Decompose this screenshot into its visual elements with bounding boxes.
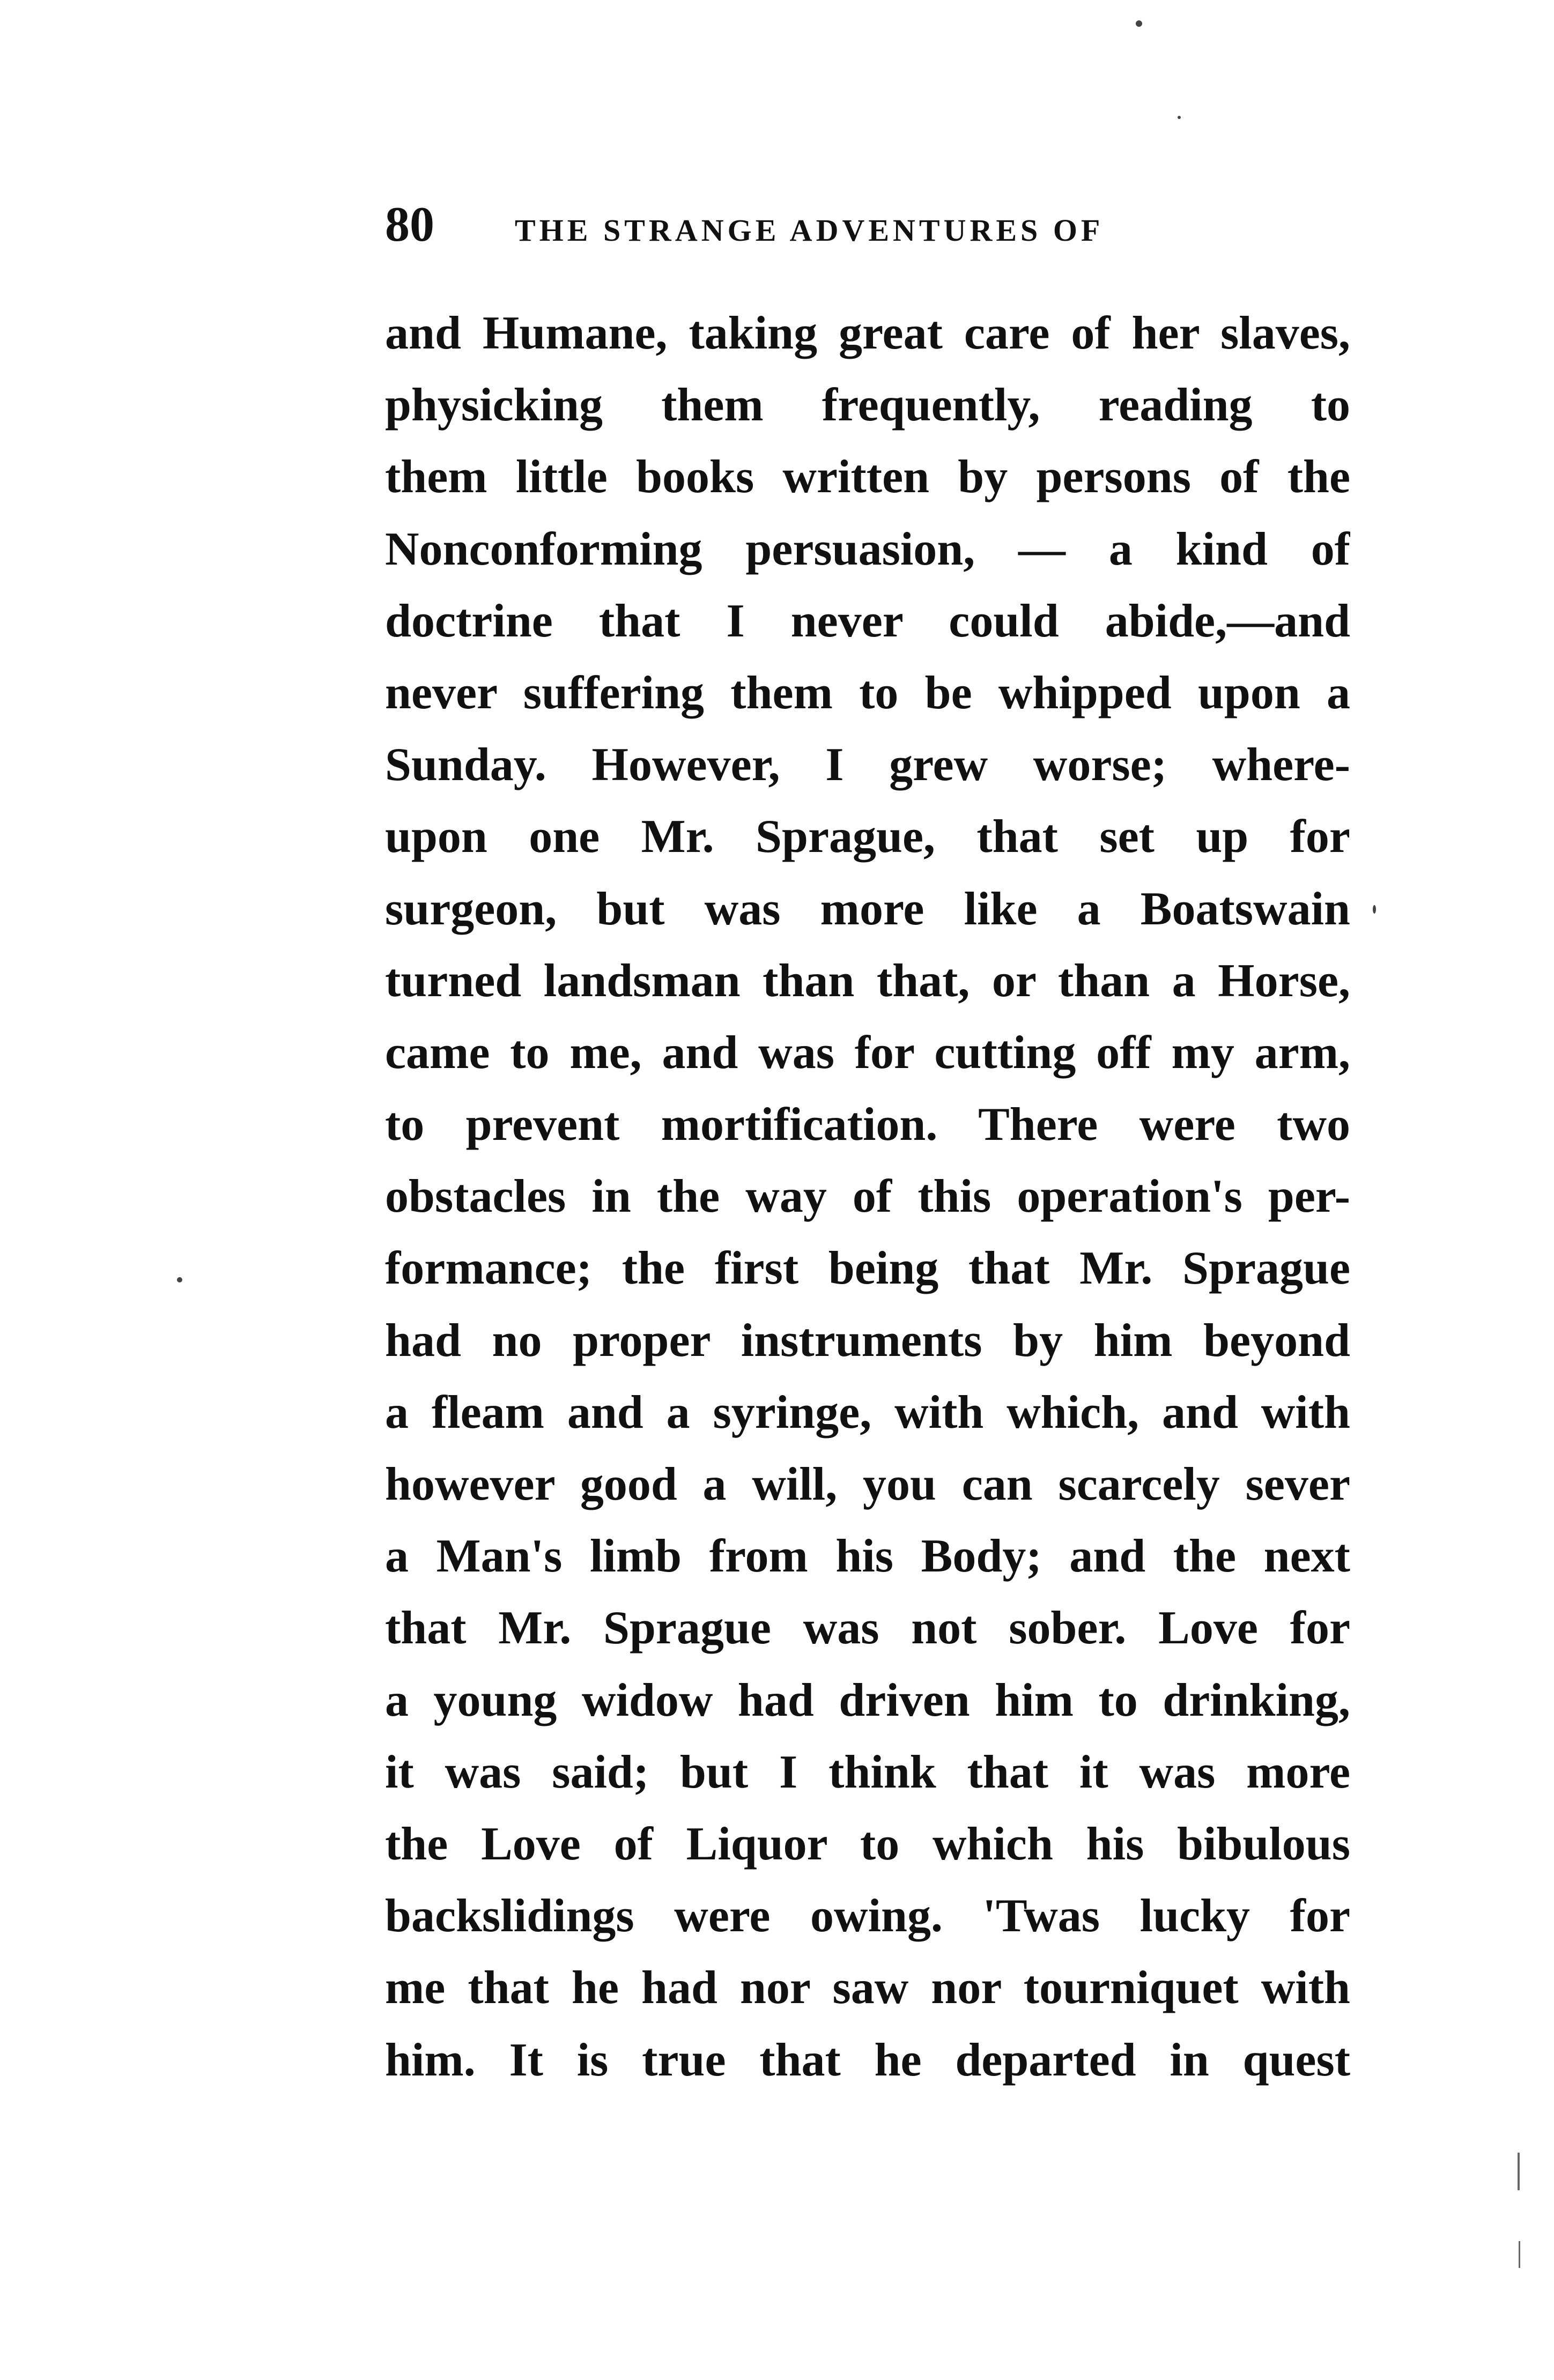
text-line: it was said; but I think that it was more [385, 1746, 1350, 1798]
text-line: however good a will, you can scarcely sever [385, 1458, 1350, 1510]
scan-speck [177, 1277, 182, 1282]
text-line: them little books written by persons of the [385, 451, 1350, 503]
text-line: surgeon, but was more like a Boatswain [385, 883, 1350, 935]
scan-edge-mark [1519, 2241, 1520, 2268]
page-number: 80 [385, 197, 434, 251]
scan-speck [1373, 905, 1376, 914]
text-line: a young widow had driven him to drinking, [385, 1674, 1350, 1726]
text-line: physicking them frequently, reading to [385, 379, 1350, 432]
text-line: formance; the first being that Mr. Sprague [385, 1242, 1350, 1295]
body-text [385, 298, 1350, 2096]
text-line: never suffering them to be whipped upon a [385, 666, 1350, 719]
page-header [385, 199, 1104, 258]
text-line: a fleam and a syringe, with which, and with [385, 1386, 1350, 1439]
text-line: obstacles in the way of this operation's per- [385, 1170, 1350, 1223]
text-line: backslidings were owing. 'Twas lucky for [385, 1890, 1350, 1942]
text-line: Sunday. However, I grew worse; where- [385, 739, 1350, 791]
text-line: a Man's limb from his Body; and the next [385, 1530, 1350, 1583]
text-line: came to me, and was for cutting off my arm, [385, 1026, 1350, 1079]
text-line: him. It is true that he departed in quest [385, 2034, 1350, 2086]
scan-speck [1178, 116, 1181, 119]
text-line: doctrine that I never could abide,—and [385, 595, 1350, 647]
text-line: that Mr. Sprague was not sober. Love for [385, 1602, 1350, 1655]
text-line: had no proper instruments by him beyond [385, 1314, 1350, 1367]
text-line: turned landsman than that, or than a Horse, [385, 954, 1350, 1007]
text-line: upon one Mr. Sprague, that set up for [385, 811, 1350, 863]
text-line: to prevent mortification. There were two [385, 1099, 1350, 1151]
text-line: the Love of Liquor to which his bibulous [385, 1818, 1350, 1870]
text-line: Nonconforming persuasion, — a kind of [385, 523, 1350, 575]
text-line: and Humane, taking great care of her slaves, [385, 307, 1350, 359]
text-line: me that he had nor saw nor tourniquet with [385, 1962, 1350, 2014]
scan-speck [1136, 20, 1142, 27]
scan-edge-mark [1518, 2153, 1520, 2190]
running-head: THE STRANGE ADVENTURES OF [515, 213, 1104, 248]
